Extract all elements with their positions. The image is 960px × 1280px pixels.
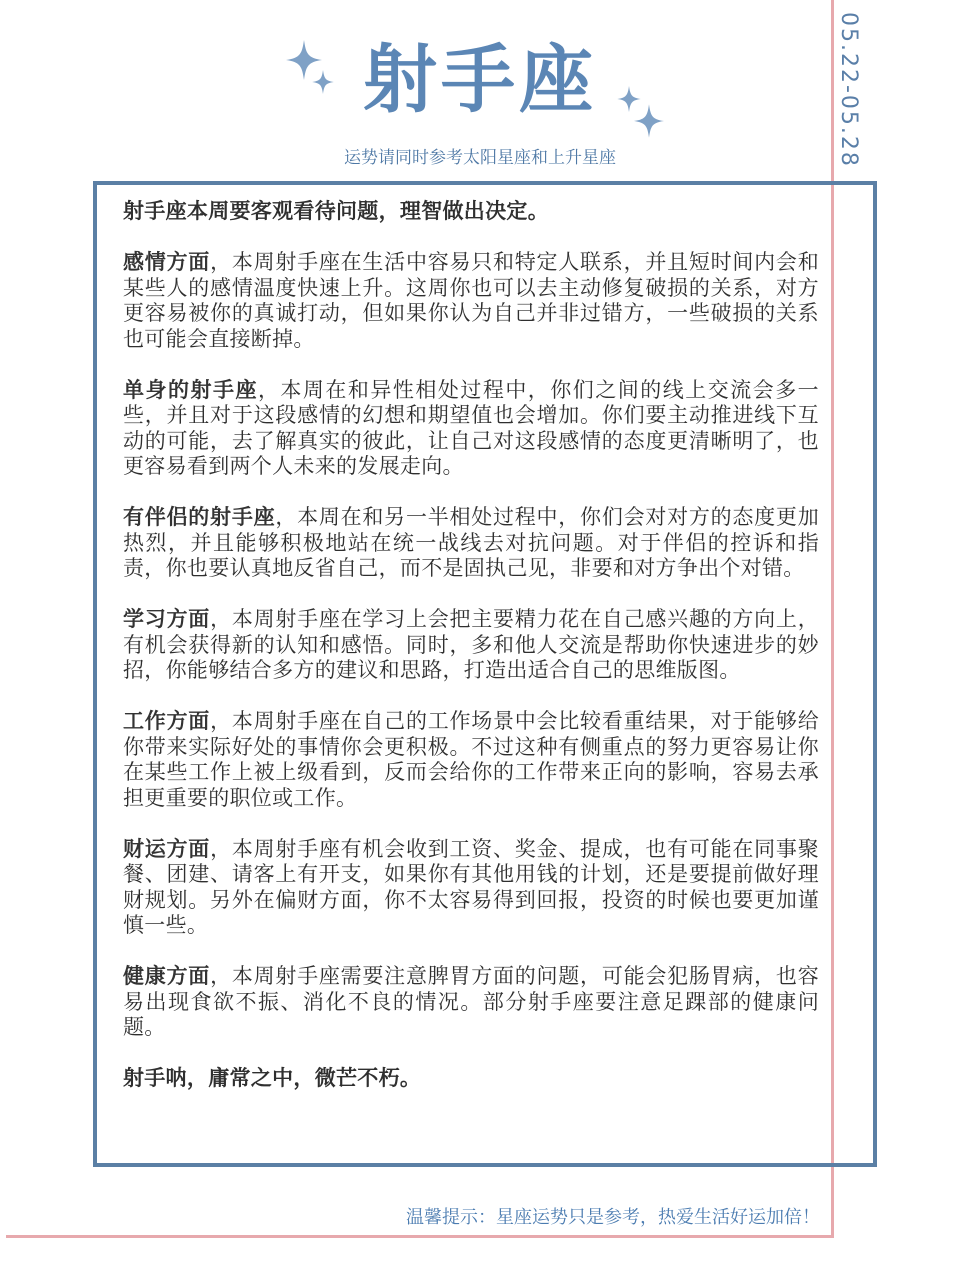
section-study: [123, 607, 819, 684]
section-work: [123, 709, 819, 811]
section-wealth: [123, 837, 819, 939]
section-heading: 财运方面: [123, 836, 211, 861]
section-text: ，本周射手座有机会收到工资、奖金、提成，也有可能在同事聚餐、团建、请客上有开支，如果你有其他用钱的计划，还是要提前做好理财规划。另外在偏财方面，你不太容易得到回报，投资的时候也要更加谨慎一些。: [123, 836, 819, 937]
section-text: ，本周在和异性相处过程中，你们之间的线上交流会多一些，并且对于这段感情的幻想和期望值也会增加。你们要主动推进线下互动的可能，去了解真实的彼此，让自己对这段感情的态度更清晰明了，也更容易看到两个人未来的发展走向。: [123, 377, 819, 478]
section-text: ，本周在和另一半相处过程中，你们会对对方的态度更加热烈，并且能够积极地站在统一战线去对抗问题。对于伴侣的控诉和指责，你也要认真地反省自己，而不是固执己见，非要和对方争出个对错。: [123, 505, 819, 580]
footer-tip: 温馨提示：星座运势只是参考，热爱生活好运加倍！: [406, 1207, 820, 1228]
section-text: ，本周射手座需要注意脾胃方面的问题，可能会犯肠胃病，也容易出现食欲不振、消化不良的情况。部分射手座要注意足踝部的健康问题。: [123, 964, 819, 1039]
section-single: [123, 378, 819, 480]
section-heading: 工作方面: [123, 709, 211, 733]
section-heading: 健康方面: [123, 964, 211, 988]
section-partnered: [123, 505, 819, 582]
section-text: ，本周射手座在自己的工作场景中会比较看重结果，对于能够给你带来实际好处的事情你会更积极。不过这种有侧重点的努力更容易让你在某些工作上被上级看到，反而会给你的工作带来正向的影响，容易去承担更重要的职位或工作。: [123, 709, 819, 810]
horoscope-body: [123, 199, 819, 1092]
sparkle-icon: [634, 104, 664, 138]
page-title: 射手座: [363, 37, 597, 123]
content-frame: [93, 181, 877, 1167]
sparkle-icon: [312, 70, 334, 94]
section-heading: 学习方面: [123, 607, 211, 631]
subtitle: 运势请同时参考太阳星座和上升星座: [344, 148, 616, 168]
section-health: [123, 964, 819, 1041]
section-love: [123, 250, 819, 352]
section-heading: 单身的射手座: [123, 377, 258, 402]
closing-sentence: 射手呐，庸常之中，微芒不朽。: [123, 1066, 422, 1090]
pink-horizontal-line: [6, 1235, 834, 1238]
section-heading: 感情方面: [123, 250, 211, 274]
section-text: ，本周射手座在生活中容易只和特定人联系，并且短时间内会和某些人的感情温度快速上升。这周你也可以去主动修复破损的关系，对方更容易被你的真诚打动，但如果你认为自己并非过错方，一些破损的关系也可能会直接断掉。: [123, 250, 819, 351]
date-range: 05.22-05.28: [836, 12, 861, 168]
lead-sentence: 射手座本周要客观看待问题，理智做出决定。: [123, 199, 549, 223]
section-text: ，本周射手座在学习上会把主要精力花在自己感兴趣的方向上，有机会获得新的认知和感悟。同时，多和他人交流是帮助你快速进步的妙招，你能够结合多方的建议和思路，打造出适合自己的思维版图。: [123, 607, 819, 682]
section-heading: 有伴侣的射手座: [123, 505, 276, 529]
